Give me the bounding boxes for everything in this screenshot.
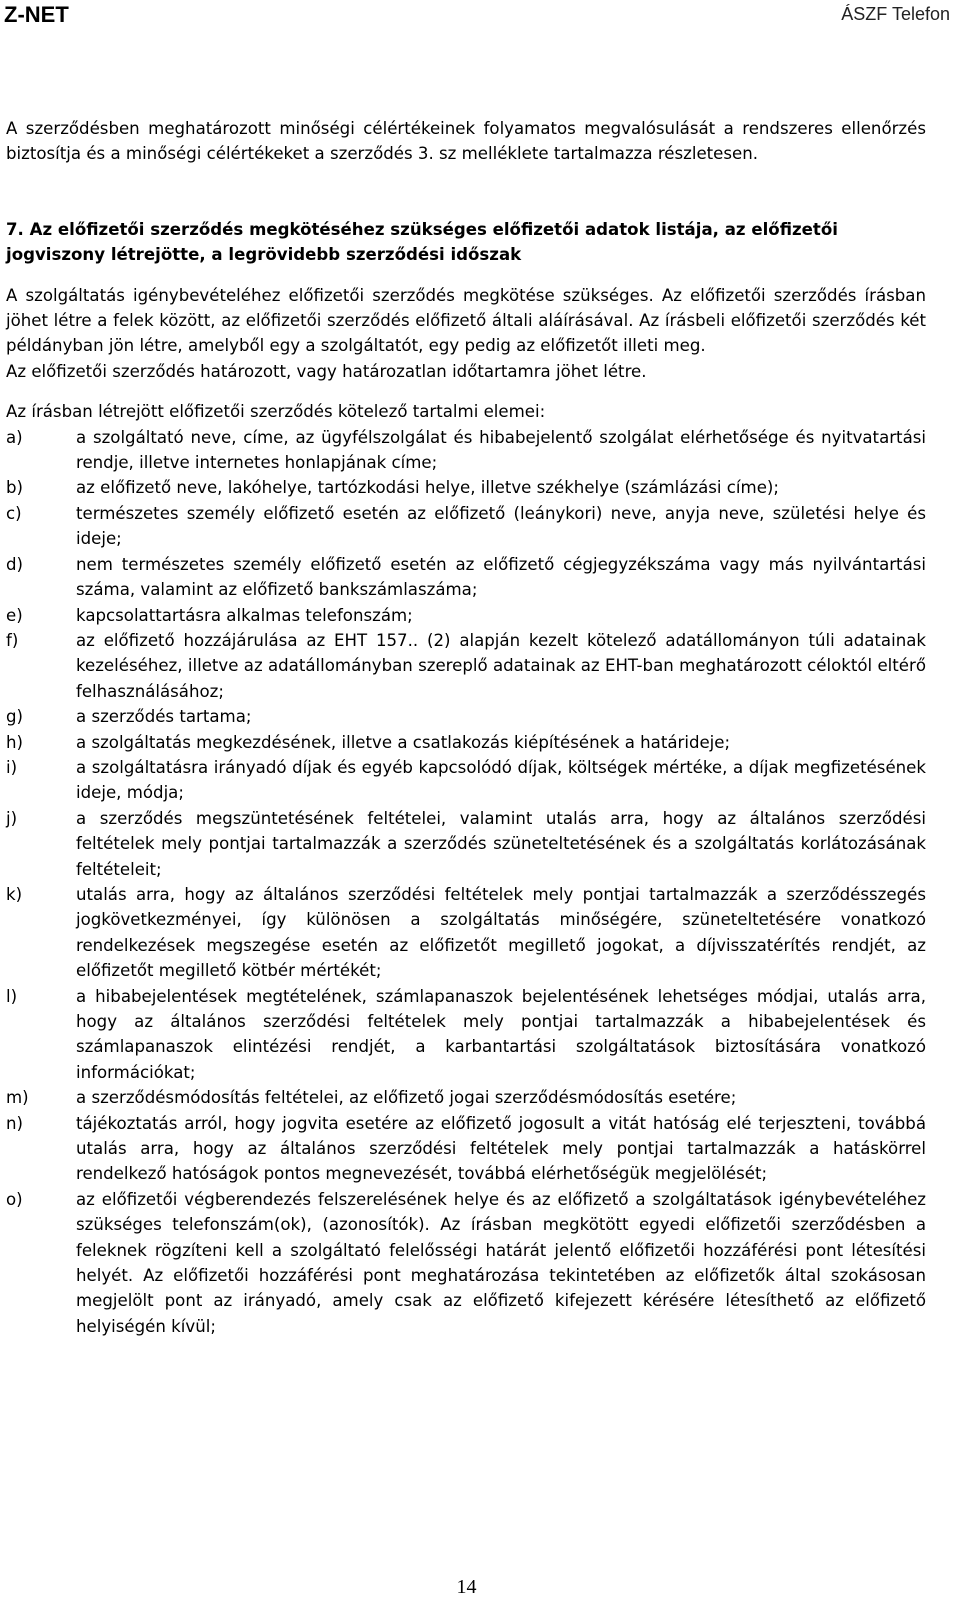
list-item-label: o) — [6, 1189, 23, 1209]
list-item-label: b) — [6, 478, 24, 498]
list-intro: Az írásban létrejött előfizetői szerződés kötelező tartalmi elemei: — [6, 402, 546, 422]
intro-paragraph: A szerződésben meghatározott minőségi célértékeinek folyamatos megvalósulását a rendszeres ellenőrzés biztosítja és a minőségi célértékeket a szerződés 3. sz melléklete tartalmazza részletesen. — [6, 119, 926, 164]
document-body — [6, 116, 926, 1339]
page-number: 14 — [456, 1576, 477, 1598]
list-item — [6, 1187, 926, 1339]
list-item-text: természetes személy előfizető esetén az előfizető (leánykori) neve, anyja neve, születési helye és ideje; — [76, 503, 926, 549]
list-item-label: d) — [6, 554, 24, 574]
list-item-label: a) — [6, 427, 23, 447]
list-item-text: tájékoztatás arról, hogy jogvita esetére az előfizető jogosult a vitát hatóság elé terjeszteni, továbbá utalás arra, hogy az általános szerződési feltételek mely pontjai tartalmazzák a hatáskörrel rendelkező hatóságok pontos megnevezését, továbbá elérhetőségük megjelölését; — [76, 1113, 926, 1184]
list-item-label: j) — [6, 808, 18, 828]
list-item — [6, 806, 926, 882]
list-item-text: az előfizető neve, lakóhelye, tartózkodási helye, illetve székhelye (számlázási címe); — [76, 478, 779, 498]
list-item-text: a szerződés megszüntetésének feltételei, valamint utalás arra, hogy az általános szerződési feltételek mely pontjai tartalmazzák a szerződés szüneteltetésének és a szolgáltatás korlátozásának feltételeit; — [76, 808, 926, 879]
list-item-text: a hibabejelentések megtételének, számlapanaszok bejelentésének lehetséges módjai, utalás arra, hogy az általános szerződési feltételek mely pontjai tartalmazzák a hibabejelentések és számlapanaszok elintézési rendjét, a karbantartási szolgáltatások biztosítására vonatkozó információkat; — [76, 986, 926, 1082]
list-item — [6, 425, 926, 476]
list-item-text: az előfizető hozzájárulása az EHT 157.. (2) alapján kezelt kötelező adatállományon túli adatainak kezeléséhez, illetve az adatállományban szereplő adatainak az EHT-ban meghatározott céloktól eltérő felhasználásához; — [76, 630, 926, 701]
list-item — [6, 552, 926, 603]
header-doc-title: ÁSZF Telefon — [841, 4, 950, 24]
list-item-label: i) — [6, 757, 18, 777]
section-heading: 7. Az előfizetői szerződés megkötéséhez szükséges előfizetői adatok listája, az előfizetői jogviszony létrejötte, a legrövidebb szerződési időszak — [6, 219, 838, 265]
list-item-text: a szolgáltatásra irányadó díjak és egyéb kapcsolódó díjak, költségek mértéke, a díjak megfizetésének ideje, módja; — [76, 757, 926, 803]
list-item-label: l) — [6, 986, 18, 1006]
list-item — [6, 984, 926, 1086]
section-paragraph-2: Az előfizetői szerződés határozott, vagy határozatlan időtartamra jöhet létre. — [6, 361, 647, 381]
list-item-label: m) — [6, 1088, 29, 1108]
content-elements-list — [6, 425, 926, 1340]
list-item-label: c) — [6, 503, 22, 523]
list-item — [6, 704, 926, 729]
list-item-text: kapcsolattartásra alkalmas telefonszám; — [76, 605, 413, 625]
list-item-text: a szerződésmódosítás feltételei, az előfizető jogai szerződésmódosítás esetére; — [76, 1088, 737, 1108]
list-item-label: e) — [6, 605, 23, 625]
list-item-label: k) — [6, 884, 23, 904]
list-item-text: a szolgáltató neve, címe, az ügyfélszolgálat és hibabejelentő szolgálat elérhetősége és nyitvatartási rendje, illetve internetes honlapjának címe; — [76, 427, 926, 473]
list-item — [6, 730, 926, 755]
list-item-text: az előfizetői végberendezés felszerelésének helye és az előfizető a szolgáltatások igénybevételéhez szükséges telefonszám(ok), (azonosítók). Az írásban megkötött egyedi előfizetői szerződésben a feleknek rögzíteni kell a szolgáltató felelősségi határát jelentő előfizetői hozzáférési pont létesítési helyét. Az előfizetői hozzáférési pont meghatározása tekintetében az előfizetők által szokásosan megjelölt pont az irányadó, amely csak az előfizető kifejezett kérésére létesíthető az előfizető helyiségén kívül; — [76, 1189, 926, 1336]
list-item — [6, 1085, 926, 1110]
list-item-label: n) — [6, 1113, 23, 1133]
list-item-label: h) — [6, 732, 23, 752]
list-item — [6, 603, 926, 628]
list-item — [6, 628, 926, 704]
list-item — [6, 1111, 926, 1187]
list-item-text: nem természetes személy előfizető esetén az előfizető cégjegyzékszáma vagy más nyilvántartási száma, valamint az előfizető bankszámlaszáma; — [76, 554, 926, 600]
list-item — [6, 882, 926, 984]
list-item — [6, 475, 926, 500]
header-company: Z-NET — [4, 2, 69, 27]
list-item-text: utalás arra, hogy az általános szerződési feltételek mely pontjai tartalmazzák a szerződésszegés jogkövetkezményei, így különösen a szolgáltatás minőségére, szüneteltetésére vonatkozó rendelkezések megszegése esetén az előfizetőt megillető jogokat, a díjvisszatérítés rendjét, az előfizetőt megillető kötbér mértékét; — [76, 884, 926, 981]
list-item-label: f) — [6, 630, 19, 650]
list-item — [6, 501, 926, 552]
list-item-label: g) — [6, 707, 24, 727]
list-item-text: a szolgáltatás megkezdésének, illetve a csatlakozás kiépítésének a határideje; — [76, 732, 731, 752]
list-item — [6, 755, 926, 806]
section-paragraph-1: A szolgáltatás igénybevételéhez előfizetői szerződés megkötése szükséges. Az előfizetői szerződés írásban jöhet létre a felek között, az előfizetői szerződés előfizető általi aláírásával. Az írásbeli előfizetői szerződés két példányban jön létre, amelyből egy a szolgáltatót, egy pedig az előfizetőt illeti meg. — [6, 285, 926, 356]
list-item-text: a szerződés tartama; — [76, 707, 252, 727]
